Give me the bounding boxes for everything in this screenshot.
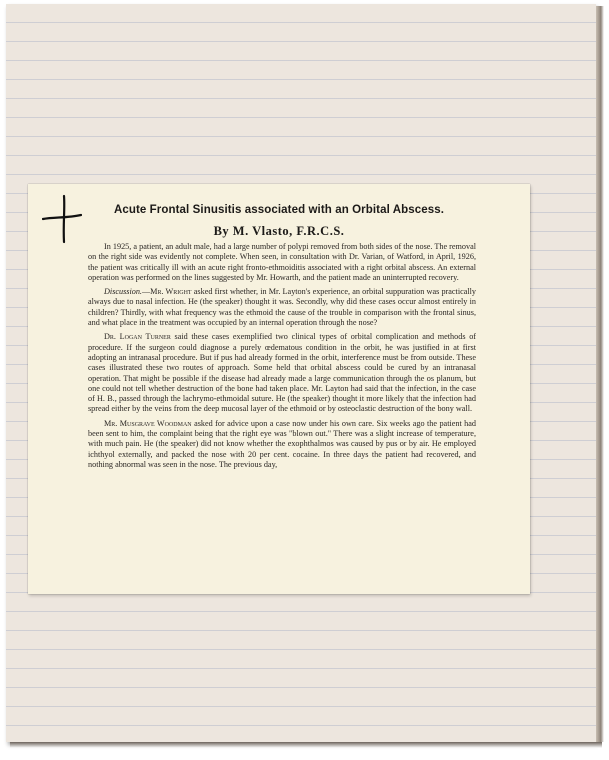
article-title: Acute Frontal Sinusitis associated with an Orbital Abscess. — [113, 204, 445, 216]
page-bottom-shadow — [10, 742, 602, 748]
discussion-label: Discussion. — [104, 287, 142, 297]
wright-remarks: asked first whether, in Mr. Layton's experience, an orbital suppuration was practically always due to nasal infection. He (the speaker) thought it was. Secondly, why did these cases occur almost entirely in children? Thirdly, with what frequency was the ethmoid the cause of the trouble in comparison with the frontal sinus, and what place in the treatment was occupied by an internal operation through the nose? — [88, 287, 477, 328]
case-paragraph: In 1925, a patient, an adult male, had a large number of polypi removed from both sides of the nose. The removal on the right side was evidently not complete. When seen, in consultation with Dr. Varian, of Watford, in April, 1926, the patient was critically ill with an acute right fronto-ethmoiditis associated with a right orbital abscess. An external operation was performed on the lines suggested by Mr. Howarth, and the patient made an uninterrupted recovery. — [88, 242, 476, 282]
article-body — [88, 242, 476, 474]
speaker-wright: Mr. Wright — [150, 287, 192, 297]
page-edge — [596, 6, 604, 742]
woodman-paragraph — [88, 419, 476, 470]
speaker-turner: Dr. Logan Turner — [104, 332, 171, 342]
turner-paragraph — [88, 332, 476, 414]
woodman-remarks: asked for advice upon a case now under his own care. Six weeks ago the patient had been sent to him, the complaint being that the right eye was "blown out." There was a slight increase of temperature, with much pain. He (the speaker) did not know whether the exophthalmos was caused by pus or by air. He employed ichthyol externally, and packed the nose with 20 per cent. cocaine. In three days the patient had recovered, and nothing abnormal was seen in the nose. The previous day, — [88, 418, 477, 469]
discussion-paragraph: Discussion.—Mr. Wright asked first whether, in Mr. Layton's experience, an orbital suppuration was practically always due to nasal infection. He (the speaker) thought it was. Secondly, why did these cases occur almost entirely in children? Thirdly, with what frequency was the ethmoid the cause of the trouble in comparison with the frontal sinus, and what place in the treatment was occupied by an internal operation through the nose? — [88, 287, 477, 328]
article-clipping — [28, 184, 530, 594]
speaker-woodman: Mr. Musgrave Woodman — [104, 418, 192, 428]
article-author: By M. Vlasto, F.R.C.S. — [213, 224, 345, 238]
turner-remarks: said these cases exemplified two clinical types of orbital complication and methods of procedure. If the surgeon could diagnose a purely œdematous condition in the orbit, he was justified in at first adopting an intranasal procedure. But if pus had already formed in the orbit, interference must be from outside. These cases illustrated these two routes of approach. Some held that orbital abscess could be cured by an intranasal operation. That might be possible if the disease had already made a large communication through the os planum, but one could not tell whether destruction of the bone had taken place. Mr. Layton had said that the infection, in the case of H. B., passed through the lachrymo-ethmoidal suture. He (the speaker) thought it more likely that the infection had spread either by the veins from the deep mucosal layer of the ethmoid or by osteoclastic destruction of the bony wall. — [88, 332, 477, 414]
